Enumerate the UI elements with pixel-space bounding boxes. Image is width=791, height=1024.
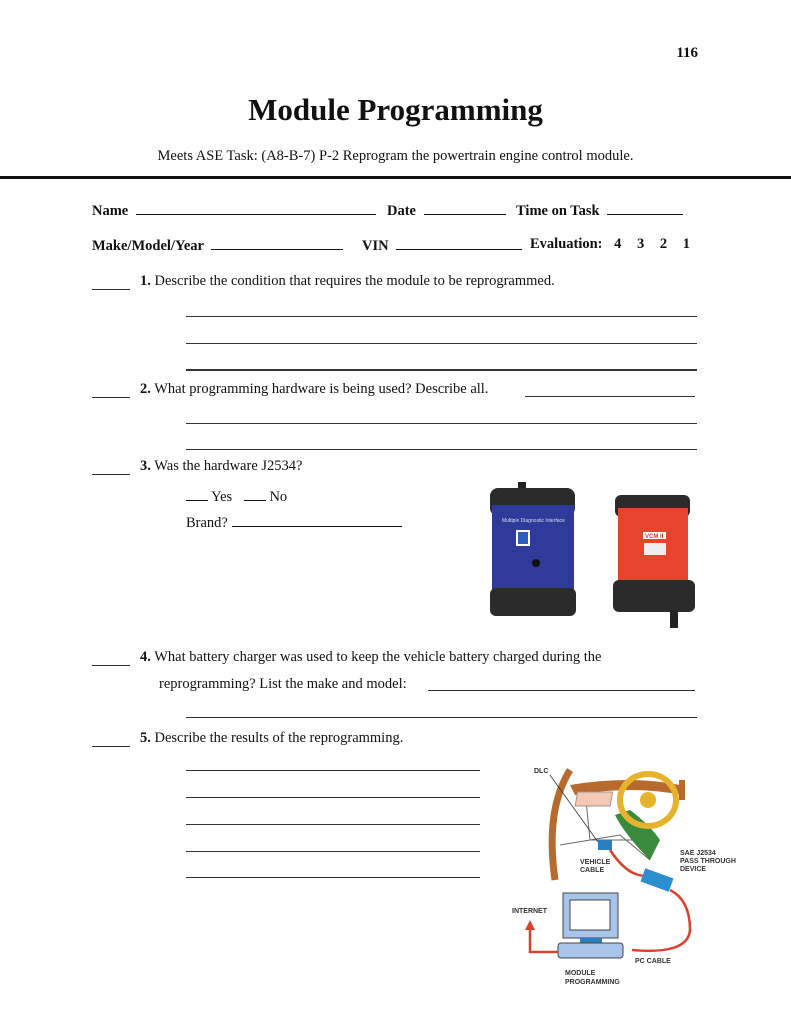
scan-tool-devices-image [470, 470, 730, 630]
no-label: No [269, 489, 288, 505]
q2-score-blank[interactable] [92, 397, 130, 398]
question-2 [140, 381, 488, 398]
q3-text: Was the hardware J2534? [154, 458, 303, 474]
answer-line[interactable] [186, 343, 697, 344]
make-model-year-blank[interactable] [211, 236, 343, 250]
name-label: Name [92, 203, 129, 219]
answer-line[interactable] [186, 824, 480, 825]
answer-line[interactable] [186, 770, 480, 771]
time-on-task-field [516, 201, 683, 220]
time-on-task-label: Time on Task [516, 203, 600, 219]
label-sae-j2534: SAE J2534 [680, 850, 716, 857]
brand-field [186, 513, 402, 532]
make-model-year-field [92, 236, 343, 255]
label-vehicle-cable-2: CABLE [580, 867, 605, 874]
label-device: DEVICE [680, 866, 707, 873]
q5-number: 5. [140, 730, 151, 746]
q3-score-blank[interactable] [92, 474, 130, 475]
q1-number: 1. [140, 273, 151, 289]
page-title: Module Programming [248, 92, 543, 127]
q2-text: What programming hardware is being used? Describe all. [154, 381, 489, 397]
q1-text: Describe the condition that requires the module to be reprogrammed. [154, 273, 555, 289]
ase-task-subtitle: Meets ASE Task: (A8-B-7) P-2 Reprogram the powertrain engine control module. [157, 148, 634, 164]
gm-mdi-device [490, 482, 576, 616]
brand-label: Brand? [186, 515, 228, 531]
q4-text-line2: reprogramming? List the make and model: [159, 676, 407, 692]
answer-line[interactable] [186, 717, 697, 718]
q5-text: Describe the results of the reprogramming. [154, 730, 404, 746]
yes-blank[interactable] [186, 487, 208, 501]
answer-line[interactable] [186, 449, 697, 450]
q5-score-blank[interactable] [92, 746, 130, 747]
answer-line[interactable] [186, 851, 480, 852]
name-blank[interactable] [136, 201, 376, 215]
label-internet: INTERNET [512, 908, 547, 915]
vin-blank[interactable] [396, 236, 522, 250]
label-pc-cable: PC CABLE [635, 958, 671, 965]
date-blank[interactable] [424, 201, 506, 215]
ford-vcm2-device [613, 495, 695, 628]
score-4[interactable]: 4 [614, 236, 622, 252]
gm-device-label: Multiple Diagnostic Interface [502, 518, 565, 524]
score-1[interactable]: 1 [682, 236, 691, 252]
score-2[interactable]: 2 [659, 236, 668, 252]
time-on-task-blank[interactable] [607, 201, 683, 215]
label-pass-through: PASS THROUGH [680, 858, 736, 865]
question-5 [140, 730, 403, 747]
answer-line[interactable] [428, 690, 695, 691]
label-vehicle-cable: VEHICLE [580, 859, 611, 866]
brand-blank[interactable] [232, 513, 402, 527]
yes-label: Yes [211, 489, 233, 505]
header-divider [0, 176, 791, 179]
score-3[interactable]: 3 [637, 236, 645, 252]
label-module: MODULE [565, 970, 596, 977]
q3-number: 3. [140, 458, 151, 474]
no-blank[interactable] [244, 487, 266, 501]
answer-line[interactable] [186, 316, 697, 317]
answer-line[interactable] [186, 797, 480, 798]
evaluation-field [530, 236, 690, 253]
module-programming-diagram [500, 750, 750, 990]
vin-label: VIN [362, 238, 389, 254]
q4-text: What battery charger was used to keep the vehicle battery charged during the [154, 649, 602, 665]
j2534-options [186, 487, 287, 506]
q2-number: 2. [140, 381, 151, 397]
question-1 [140, 273, 555, 290]
question-4 [140, 649, 601, 666]
label-programming: PROGRAMMING [565, 979, 620, 986]
question-3 [140, 458, 302, 475]
vin-field [362, 236, 522, 255]
answer-line[interactable] [186, 423, 697, 424]
evaluation-label: Evaluation: [530, 236, 603, 252]
date-field [387, 201, 506, 220]
answer-line[interactable] [186, 877, 480, 878]
q4-number: 4. [140, 649, 151, 665]
page-number: 116 [676, 45, 698, 61]
ford-device-label: VCM II [645, 534, 664, 540]
answer-line[interactable] [186, 369, 697, 371]
date-label: Date [387, 203, 416, 219]
answer-line[interactable] [525, 396, 695, 397]
q4-score-blank[interactable] [92, 665, 130, 666]
q1-score-blank[interactable] [92, 289, 130, 290]
label-dlc: DLC [534, 768, 549, 775]
make-model-year-label: Make/Model/Year [92, 238, 204, 254]
name-field [92, 201, 376, 220]
